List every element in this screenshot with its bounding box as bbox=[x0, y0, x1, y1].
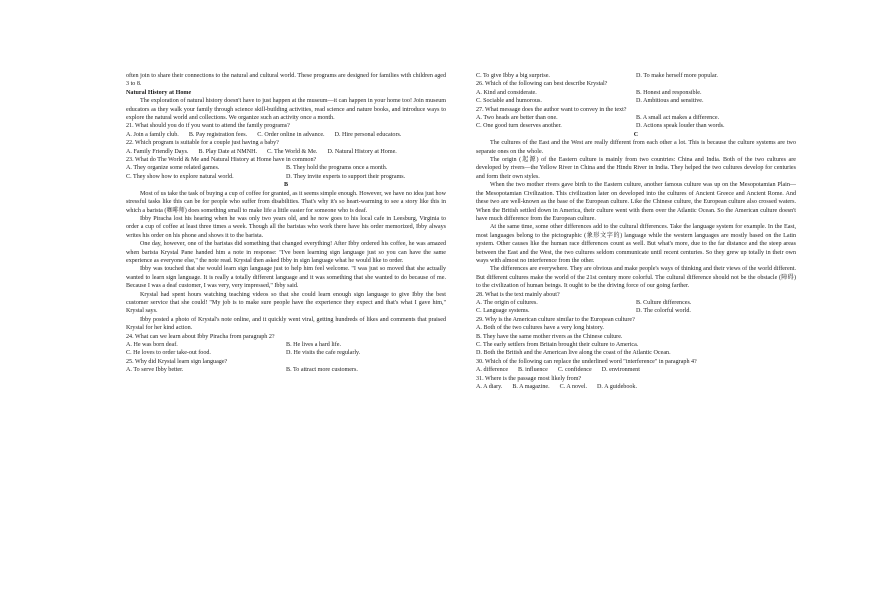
question-25-options-row-2 bbox=[476, 72, 796, 80]
q29-option-a: A. Both of the two cultures have a very long history. bbox=[476, 325, 604, 332]
passage-c-paragraph-2: The origin (起源) of the Eastern culture is mainly from two countries: China and India. Both of the two cultures are developed by rivers—the Yellow River in China and the Hindu River in India. They helped the two cultures develop for centuries and form their own styles. bbox=[476, 157, 796, 180]
q29-option-b: B. They have the same mother rivers as the Chinese culture. bbox=[476, 333, 623, 340]
q27-option-b: B. A small act makes a difference. bbox=[636, 115, 720, 122]
q22-option-b: B. Play Date at NMNH. bbox=[198, 148, 258, 155]
q22-option-d: D. Natural History at Home. bbox=[327, 148, 397, 155]
question-25-options-row-1 bbox=[126, 366, 446, 374]
q31-option-a: A. A diary. bbox=[476, 384, 503, 391]
q25-option-c: C. To give Ibby a big surprise. bbox=[476, 73, 550, 79]
intro-paragraph: often join to share their connections to the natural and cultural world. These programs are designed for families with children aged 3 to 8. bbox=[126, 73, 446, 88]
q29-option-c: C. The early settlers from Britain brought their culture to America. bbox=[476, 342, 639, 348]
natural-history-paragraph: The exploration of natural history doesn't have to just happen at the museum—it can happen in your home too! Join museum educators as they walk your family through science skill-building activities, read science and nature books, and introduce ways to explore the natural world and collections. We organize such an activity once a month. bbox=[126, 98, 446, 122]
right-column bbox=[476, 72, 796, 391]
question-26: 26. Which of the following can best describe Krystal? bbox=[476, 81, 608, 88]
q23-option-a: A. They organize some related games. bbox=[126, 165, 220, 172]
question-29: 29. Why is the American culture similar to the European culture? bbox=[476, 316, 635, 323]
q26-option-c: C. Sociable and humorous. bbox=[476, 98, 542, 105]
q30-option-d: D. environment bbox=[601, 367, 640, 374]
question-31: 31. Where is the passage most likely from? bbox=[476, 375, 582, 382]
q29-option-d: D. Both the British and the American live along the coast of the Atlantic Ocean. bbox=[476, 350, 671, 357]
q27-option-a: A. Two heads are better than one. bbox=[476, 115, 558, 122]
question-22: 22. Which program is suitable for a couple just having a baby? bbox=[126, 140, 279, 147]
question-28-options-row-2 bbox=[476, 307, 796, 315]
q27-option-d: D. Actions speak louder than words. bbox=[636, 123, 725, 130]
q28-option-b: B. Culture differences. bbox=[636, 299, 692, 306]
question-24: 24. What can we learn about Ibby Piracha from paragraph 2? bbox=[126, 333, 275, 340]
question-28: 28. What is the text mainly about? bbox=[476, 291, 560, 298]
q28-option-a: A. The origin of cultures. bbox=[476, 299, 538, 306]
question-27: 27. What message does the author want to convey in the text? bbox=[476, 106, 627, 113]
question-27-options-row-2 bbox=[476, 122, 796, 130]
q28-option-c: C. Language systems. bbox=[476, 308, 530, 315]
q25-option-d: D. To make herself more popular. bbox=[636, 73, 718, 79]
q31-option-c: C. A novel. bbox=[559, 384, 588, 391]
q31-option-b: B. A magazine. bbox=[512, 384, 550, 391]
q30-option-a: A. difference bbox=[476, 367, 509, 374]
passage-b-paragraph-3: One day, however, one of the baristas did something that changed everything! After Ibby ordered his coffee, he was amazed when barista Krystal Pane handed him a note in response: "I've been learning sign language just so you can have the same experience as everyone else," the note read. Krystal then asked Ibby in sign language what he would like to order. bbox=[126, 241, 446, 264]
passage-c-paragraph-1: The cultures of the East and the West are really different from each other a lot. This is because the culture systems are two separate ones on the whole. bbox=[476, 140, 796, 155]
passage-b-paragraph-4: Ibby was touched that she would learn sign language just to help him feel welcome. "I was just so moved that she actually wanted to learn sign language. It is really a totally different language and it was something that she wanted to do because of me. Because I was a deaf customer, I was very, very impressed," Ibby said. bbox=[126, 266, 446, 290]
q30-option-b: B. influence bbox=[518, 367, 548, 374]
question-23-options-row-2 bbox=[126, 173, 446, 181]
q21-option-d: D. Hire personal educators. bbox=[334, 131, 402, 138]
passage-c-paragraph-3: When the two mother rivers gave birth to the Eastern culture, another famous culture was up on the Mesopotamian Plain—the Mesopotamian Civilization. This civilization later on developed into the cultures of Ancient Greece and Ancient Rome. And these two are well-known as the base of the European culture. Like the Chinese culture, the European culture also crossed waters. When the British settled down in America, their culture went with them over the Atlantic Ocean. So the American culture doesn't have much difference from the European culture. bbox=[476, 182, 796, 222]
passage-b-paragraph-1: Most of us take the task of buying a cup of coffee for granted, as it seems simple enough. However, we have no idea just how stressful tasks like this can be for people who suffer from disabilities. That's why it's so heart-warming to see a story like this in which a barista (咖啡师) does something small to make life a little easier for someone who is deaf. bbox=[126, 190, 446, 214]
question-31-options bbox=[476, 383, 796, 391]
q24-option-b: B. He lives a hard life. bbox=[286, 342, 341, 348]
q24-option-a: A. He was born deaf. bbox=[126, 342, 178, 348]
passage-b-paragraph-5: Krystal had spent hours watching teaching videos so that she could learn enough sign language to give Ibby the best customer service that she could! "My job is to make sure people have the experience they expect and that's what I gave him," Krystal says. bbox=[126, 291, 446, 315]
q24-option-c: C. He loves to order take-out food. bbox=[126, 350, 211, 357]
left-column bbox=[126, 72, 446, 375]
q23-option-c: C. They show how to explore natural world. bbox=[126, 173, 234, 180]
q26-option-a: A. Kind and considerate. bbox=[476, 89, 537, 96]
q30-option-c: C. confidence bbox=[557, 367, 592, 374]
passage-c-paragraph-5: The differences are everywhere. They are obvious and make people's ways of thinking and their views of the world different. But different cultures make the world of the 21st century more colorful. The cultural difference should not be the obstacle (障碍) to the civilization of human beings. It ought to be the driving force of our going farther. bbox=[476, 266, 796, 290]
question-24-options-row-2 bbox=[126, 349, 446, 357]
section-heading-natural-history: Natural History at Home bbox=[126, 89, 192, 96]
passage-b-paragraph-6: Ibby posted a photo of Krystal's note online, and it quickly went viral, getting hundreds of likes and comments that praised Krystal for her kind action. bbox=[126, 316, 446, 332]
question-25: 25. Why did Krystal learn sign language? bbox=[126, 358, 228, 365]
q21-option-a: A. Join a family club. bbox=[126, 131, 179, 138]
q21-option-b: B. Pay registration fees. bbox=[188, 131, 248, 138]
question-26-options-row-2 bbox=[476, 97, 796, 105]
question-23: 23. What do The World & Me and Natural History at Home have in common? bbox=[126, 157, 317, 164]
q22-option-c: C. The World & Me. bbox=[267, 148, 318, 155]
question-22-options bbox=[126, 148, 446, 156]
q28-option-d: D. The colorful world. bbox=[636, 308, 691, 315]
q31-option-d: D. A guidebook. bbox=[597, 384, 637, 391]
q27-option-c: C. One good turn deserves another. bbox=[476, 123, 562, 130]
question-24-options-row-1 bbox=[126, 341, 446, 349]
q23-option-d: D. They invite experts to support their programs. bbox=[286, 173, 406, 180]
question-23-options-row-1 bbox=[126, 164, 446, 172]
question-26-options-row-1 bbox=[476, 89, 796, 97]
question-21: 21. What should you do if you want to attend the family programs? bbox=[126, 123, 290, 130]
q24-option-d: D. He visits the cafe regularly. bbox=[286, 350, 361, 357]
q22-option-a: A. Family Friendly Days. bbox=[126, 148, 189, 155]
q23-option-b: B. They hold the programs once a month. bbox=[286, 165, 388, 172]
passage-b-paragraph-2: Ibby Piracha lost his hearing when he was only two years old, and he now goes to his local cafe in Leesburg, Virginia to order a cup of coffee at least three times a week. Though all the baristas who work there have his order memorized, Ibby always writes his order on his phone and shows it to the barista. bbox=[126, 215, 446, 239]
passage-c-paragraph-4: At the same time, some other differences add to the cultural differences. Take the language system for example. In the East, most languages belong to the pictographic (象形文字的) language while the western languages are mostly based on the Latin system. Other causes like the human race differences count as well. But what's more, due to the far distance and the steep areas between the East and the West, the two cultures seldom communicate until recent centuries. So they grew up totally in their own ways with almost no interference from the other. bbox=[476, 224, 796, 264]
question-28-options-row-1 bbox=[476, 299, 796, 307]
q21-option-c: C. Order online in advance. bbox=[257, 131, 325, 138]
q25-option-a: A. To serve Ibby better. bbox=[126, 367, 184, 374]
section-b-heading: B bbox=[283, 182, 289, 189]
question-30-options bbox=[476, 366, 796, 374]
question-30: 30. Which of the following can replace the underlined word "interference" in paragraph 4? bbox=[476, 358, 697, 365]
question-27-options-row-1 bbox=[476, 114, 796, 122]
q26-option-d: D. Ambitious and sensitive. bbox=[636, 98, 704, 105]
q25-option-b: B. To attract more customers. bbox=[286, 367, 358, 374]
section-c-heading: C bbox=[633, 131, 639, 138]
question-21-options bbox=[126, 131, 446, 139]
q26-option-b: B. Honest and responsible. bbox=[636, 89, 702, 96]
